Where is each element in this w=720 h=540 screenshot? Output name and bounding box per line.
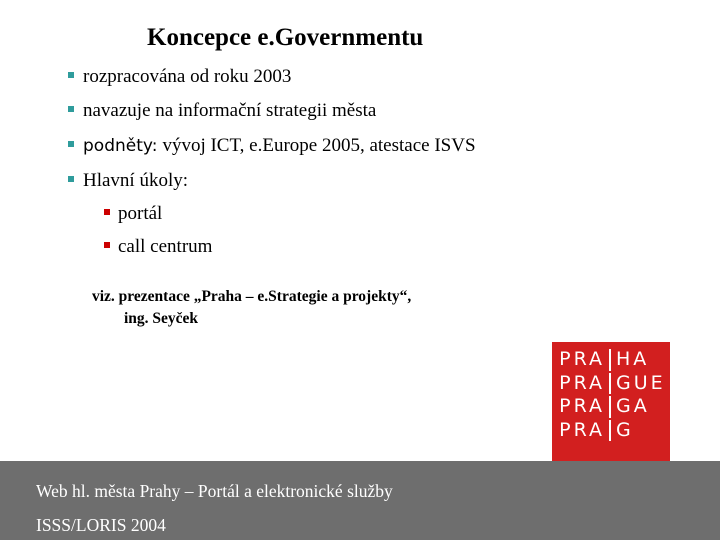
bullet-item xyxy=(68,135,476,157)
slide-title: Koncepce e.Governmentu xyxy=(147,24,424,51)
logo-left-text: PRA xyxy=(559,371,605,394)
bullet-marker-icon xyxy=(68,141,74,147)
logo-right-text: GUE xyxy=(616,371,666,394)
logo-left-text: PRA xyxy=(559,418,605,441)
logo-row xyxy=(552,348,670,372)
logo-row xyxy=(552,372,670,396)
logo-row xyxy=(552,395,670,419)
bullet-text: vývoj ICT, e.Europe 2005, atestace ISVS xyxy=(162,135,476,156)
bullet-text: rozpracována od roku 2003 xyxy=(83,66,292,87)
bullet-marker-icon xyxy=(68,72,74,78)
sub-bullet-marker-icon xyxy=(104,242,110,248)
bullet-lead-text: podněty: xyxy=(83,136,158,156)
logo-wordmark xyxy=(552,348,670,442)
praha-logo xyxy=(552,342,670,462)
sub-bullet-item xyxy=(104,203,162,225)
sub-bullet-text: call centrum xyxy=(118,236,213,257)
logo-right-text: HA xyxy=(616,348,650,370)
sub-bullet-item xyxy=(104,236,212,258)
bullet-item xyxy=(68,66,291,88)
reference-note xyxy=(92,286,411,330)
reference-author: ing. Seyček xyxy=(124,310,199,327)
bullet-text: Hlavní úkoly: xyxy=(83,170,189,191)
bullet-item xyxy=(68,100,376,122)
logo-right-text: G xyxy=(616,418,634,441)
footer-title: Web hl. města Prahy – Portál a elektronické služby xyxy=(36,481,393,501)
sub-bullet-text: portál xyxy=(118,203,163,224)
bullet-marker-icon xyxy=(68,106,74,112)
logo-left-text: PRA xyxy=(559,348,605,370)
bullet-marker-icon xyxy=(68,176,74,182)
bullet-item xyxy=(68,170,188,192)
footer-bar xyxy=(0,461,720,540)
reference-line: viz. prezentace „Praha – e.Strategie a projekty“, xyxy=(92,288,412,305)
logo-right-text: GA xyxy=(616,395,650,417)
sub-bullet-marker-icon xyxy=(104,209,110,215)
logo-left-text: PRA xyxy=(559,395,605,417)
bullet-text: navazuje na informační strategii města xyxy=(83,100,377,121)
footer-event: ISSS/LORIS 2004 xyxy=(36,515,166,535)
logo-row xyxy=(552,419,670,443)
